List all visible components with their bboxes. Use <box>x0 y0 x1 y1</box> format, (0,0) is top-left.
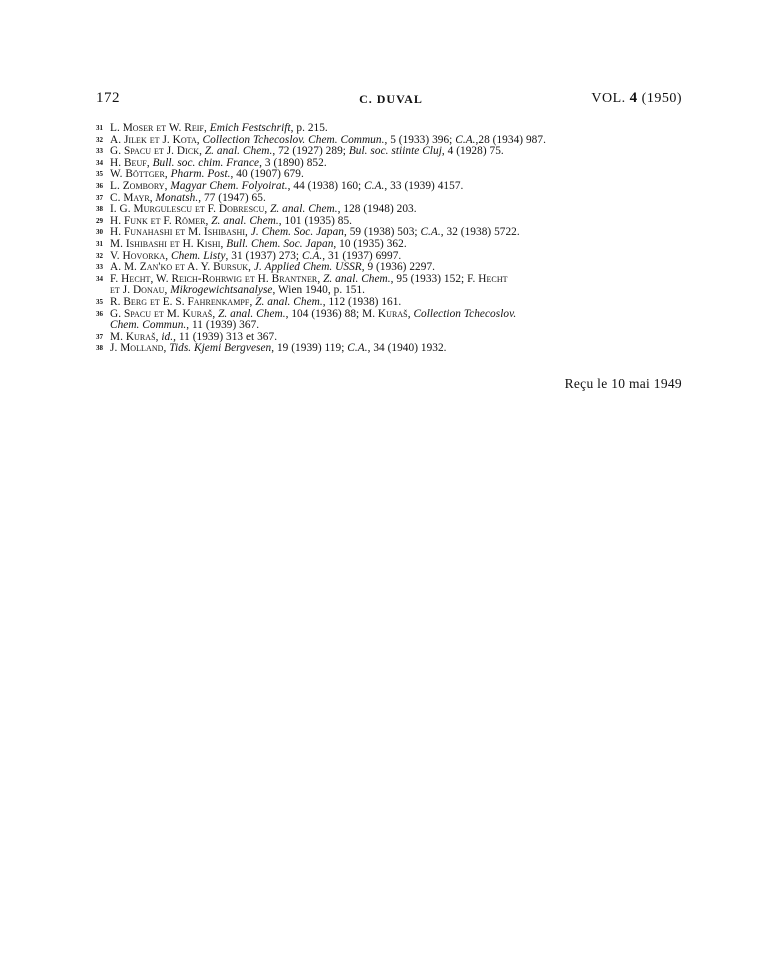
reference-details: , <box>164 179 171 192</box>
reference-authors: G. Spacu et J. Dick <box>110 145 200 158</box>
reference-number: 37 <box>96 193 104 202</box>
reference-authors: L. Moser et W. Reif <box>110 122 205 134</box>
reference-list <box>96 123 692 355</box>
reference-details: , 19 (1939) 119; <box>271 342 348 355</box>
reference-journal: id. <box>161 330 174 343</box>
reference-details: , <box>165 249 171 262</box>
reference-details: , 33 (1939) 4157. <box>384 179 464 192</box>
reference-details: , 34 (1940) 1932. <box>367 342 447 355</box>
reference-journal: Bull. soc. chim. France <box>152 156 260 169</box>
reference-number: 36 <box>96 309 104 318</box>
reference-number: 35 <box>96 297 104 306</box>
reference-authors: G. Spacu et M. Kuraš <box>110 307 213 320</box>
reference-number: 31 <box>96 239 104 248</box>
reference-journal: Mikrogewichtsanalyse <box>170 284 273 297</box>
reference-details: , 4 (1928) 75. <box>441 145 504 158</box>
reference-journal: Collection Tchecoslov. <box>413 307 517 320</box>
reference-journal: Z. anal. Chem. <box>204 145 273 158</box>
reference-details: , <box>264 203 271 216</box>
reference-details: , <box>317 272 324 285</box>
reference-journal: Bull. Chem. Soc. Japan <box>226 237 334 250</box>
reference-details: , <box>220 237 227 250</box>
reference-authors: F. Hecht, W. Reich-Rohrwig et H. Brantner <box>110 272 318 285</box>
reference-journal: Chem. Commun. <box>110 319 187 332</box>
reference-details: , 40 (1907) 679. <box>230 168 304 181</box>
reference-details: , 44 (1938) 160; <box>287 179 365 192</box>
reference-authors: et J. Donau <box>110 284 165 297</box>
reference-details: , <box>248 261 254 274</box>
reference-journal: Emich Festschrift <box>209 122 291 134</box>
reference-authors: H. Funk et F. Römer <box>110 214 206 227</box>
reference-authors: W. Böttger <box>110 168 165 181</box>
reference-details: , 31 (1937) 6997. <box>322 249 402 262</box>
reference-authors: H. Beuf <box>110 156 147 169</box>
reference-details: , Wien 1940, p. 151. <box>272 284 366 297</box>
reference-item <box>96 309 692 332</box>
reference-journal: C.A. <box>347 342 368 355</box>
volume-number: 4 <box>629 90 638 106</box>
reference-details: , <box>149 191 156 204</box>
reference-number: 32 <box>96 251 104 260</box>
page-number: 172 <box>96 90 120 106</box>
reference-authors: J. Molland <box>110 342 164 355</box>
reference-journal: C.A. <box>420 226 441 239</box>
reference-details: , <box>146 156 153 169</box>
reference-authors: A. M. Zan'ko et A. Y. Bursuk <box>110 261 249 274</box>
reference-journal: Tids. Kjemi Bergvesen <box>169 342 272 355</box>
reference-journal: Z. anal. Chem. <box>211 214 279 227</box>
reference-details: , <box>245 226 251 239</box>
reference-journal: Z. anal. Chem. <box>255 295 323 308</box>
reference-journal: C.A. <box>364 179 385 192</box>
reference-number: 35 <box>96 170 104 179</box>
reference-authors: M. Kuraš <box>362 307 408 320</box>
reference-number: 29 <box>96 216 104 225</box>
reference-item <box>96 274 692 297</box>
reference-journal: Pharm. Post. <box>170 168 231 181</box>
reference-journal: Monatsh. <box>155 191 199 204</box>
reference-details: , <box>212 307 219 320</box>
reference-journal: Z. anal. Chem. <box>323 272 391 285</box>
reference-details: , <box>204 122 210 134</box>
reference-number: 33 <box>96 147 104 156</box>
volume-info <box>591 90 682 107</box>
reference-authors: F. Hecht <box>467 272 508 285</box>
reference-journal: Magyar Chem. Folyoirat. <box>170 179 288 192</box>
reference-details: , 31 (1937) 273; <box>225 249 302 262</box>
reference-details: , <box>205 214 212 227</box>
reference-authors: R. Berg et E. S. Fahrenkampf <box>110 295 250 308</box>
reference-number: 32 <box>96 135 104 144</box>
reference-authors: L. Zombory <box>110 179 165 192</box>
reference-details: , <box>249 295 256 308</box>
reference-details: , <box>407 307 414 320</box>
reference-authors: I. G. Murgulescu et F. Dobrescu <box>110 203 265 216</box>
reference-authors: M. Kuraš <box>110 330 156 343</box>
reference-details: , <box>164 284 171 297</box>
reference-details: , <box>155 330 162 343</box>
reference-authors: A. Jilek et J. Kota <box>110 133 197 146</box>
reference-number: 38 <box>96 205 104 214</box>
reference-details: , <box>164 168 171 181</box>
reference-details: , 95 (1933) 152; <box>390 272 468 285</box>
reference-number: 37 <box>96 332 104 341</box>
reference-details: , p. 215. <box>290 122 328 134</box>
reference-journal: Bul. soc. stiinte Cluj <box>348 145 442 158</box>
running-head-author: C. DUVAL <box>359 92 423 106</box>
reference-details: , 11 (1939) 367. <box>186 319 260 332</box>
reference-details: , 101 (1935) 85. <box>278 214 353 227</box>
reference-details: , 9 (1936) 2297. <box>361 261 436 274</box>
reference-journal: Z. anal. Chem. <box>270 203 338 216</box>
page-header <box>96 88 686 110</box>
reference-journal: C.A. <box>302 249 323 262</box>
reference-details: , 3 (1890) 852. <box>259 156 327 169</box>
reference-details: , 77 (1947) 65. <box>198 191 266 204</box>
reference-authors: M. Ishibashi et H. Kishi <box>110 237 221 250</box>
reference-number: 34 <box>96 274 104 283</box>
reference-authors: H. Funahashi et M. Ishibashi <box>110 226 246 239</box>
reference-details: , 72 (1927) 289; <box>272 145 349 158</box>
reference-journal: Collection Tchecoslov. Chem. Commun. <box>202 133 385 146</box>
reference-number: 38 <box>96 344 104 353</box>
reference-authors: C. Mayr <box>110 191 150 204</box>
reference-number: 30 <box>96 228 104 237</box>
received-date: Reçu le 10 mai 1949 <box>564 376 682 391</box>
reference-journal: Chem. Listy <box>170 249 226 262</box>
reference-details: , <box>163 342 170 355</box>
reference-number: 36 <box>96 181 104 190</box>
volume-prefix: VOL. <box>591 91 626 106</box>
reference-item <box>96 343 692 355</box>
reference-number: 33 <box>96 263 104 272</box>
reference-journal: Z. anal. Chem. <box>218 307 286 320</box>
reference-authors: V. Hovorka <box>110 249 166 262</box>
reference-journal: J. Chem. Soc. Japan <box>250 226 344 239</box>
reference-details: , 5 (1933) 396; <box>384 133 456 146</box>
volume-year: (1950) <box>641 91 682 106</box>
reference-journal: J. Applied Chem. USSR <box>253 261 362 274</box>
reference-details: ,28 (1934) 987. <box>475 133 546 146</box>
reference-number: 34 <box>96 158 104 167</box>
reference-details: , 11 (1939) 313 et 367. <box>173 330 278 343</box>
reference-details: , 59 (1938) 503; <box>343 226 421 239</box>
reference-details: , 32 (1938) 5722. <box>440 226 520 239</box>
reference-details: , <box>199 145 205 158</box>
reference-details: , 10 (1935) 362. <box>333 237 407 250</box>
reference-details: , 104 (1936) 88; <box>285 307 363 320</box>
reference-number: 31 <box>96 124 104 132</box>
reference-journal: C.A. <box>455 133 476 146</box>
reference-details: , 128 (1948) 203. <box>337 203 417 216</box>
reference-details: , <box>196 133 203 146</box>
reference-details: , 112 (1938) 161. <box>322 295 402 308</box>
